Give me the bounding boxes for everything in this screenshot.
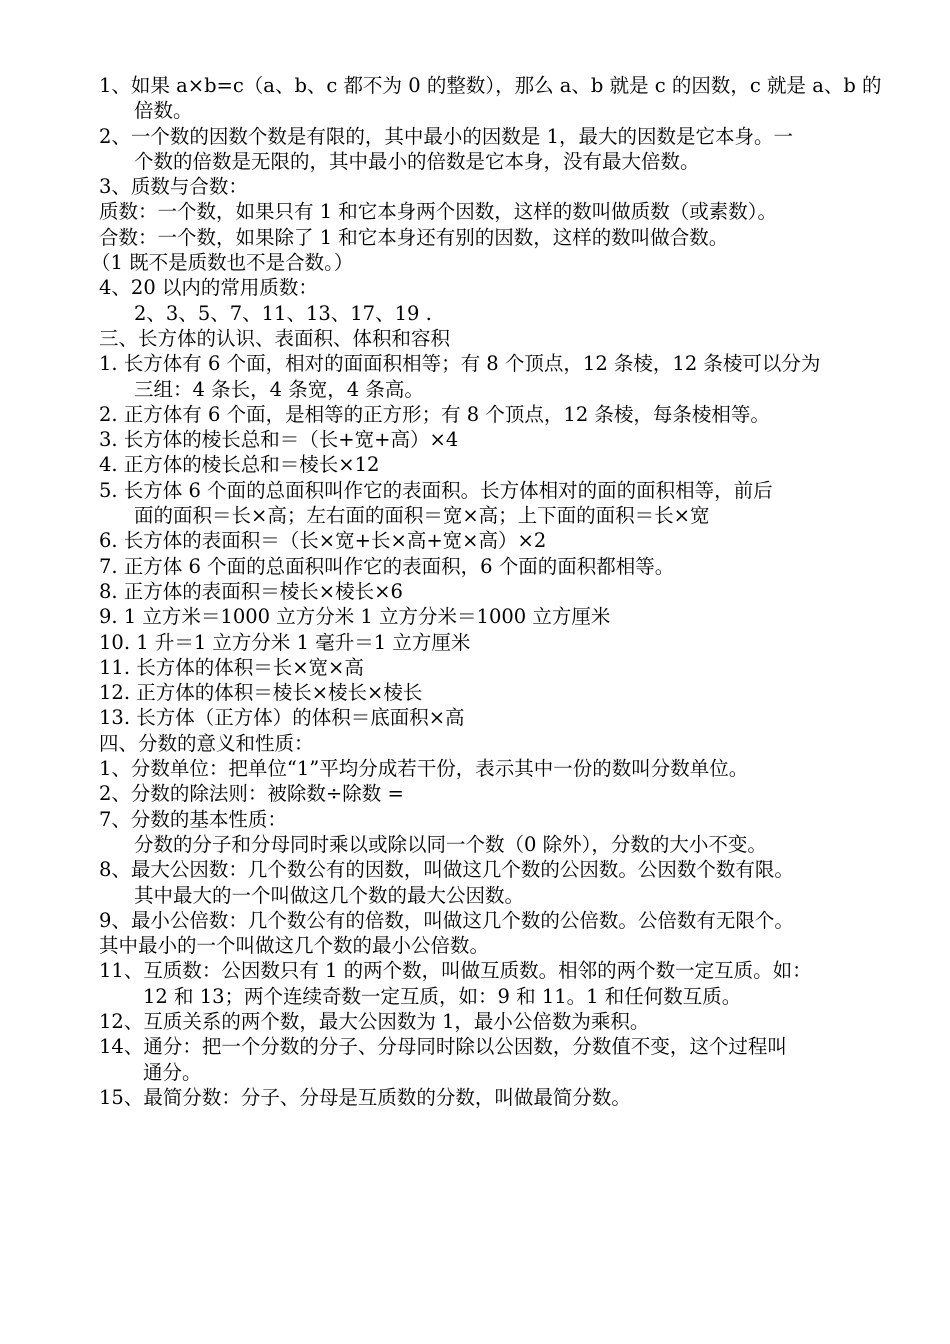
text-line: 11. 长方体的体积＝长×宽×高 bbox=[99, 655, 364, 679]
text-line: 11、互质数：公因数只有 1 的两个数，叫做互质数。相邻的两个数一定互质。如： bbox=[99, 959, 812, 983]
text-line: 15、最简分数：分子、分母是互质数的分数，叫做最简分数。 bbox=[99, 1085, 631, 1109]
text-line: 个数的倍数是无限的，其中最小的倍数是它本身，没有最大倍数。 bbox=[134, 149, 700, 173]
text-line: 其中最大的一个叫做这几个数的最大公因数。 bbox=[134, 883, 525, 907]
text-line: 7、分数的基本性质： bbox=[99, 807, 287, 831]
text-line: 12 和 13；两个连续奇数一定互质，如：9 和 11。1 和任何数互质。 bbox=[143, 984, 742, 1008]
text-line: 1、如果 a×b=c（a、b、c 都不为 0 的整数），那么 a、b 就是 c 的因数，c 就是 a、b 的 bbox=[99, 74, 882, 97]
text-line: 通分。 bbox=[143, 1060, 202, 1084]
text-line: 其中最小的一个叫做这几个数的最小公倍数。 bbox=[99, 934, 490, 958]
text-line: 分数的分子和分母同时乘以或除以同一个数（0 除外），分数的大小不变。 bbox=[134, 832, 767, 856]
text-line: 14、通分：把一个分数的分子、分母同时除以公因数，分数值不变，这个过程叫 bbox=[99, 1035, 787, 1059]
text-line: （1 既不是质数也不是合数。） bbox=[91, 251, 354, 275]
section-heading: 4、20 以内的常用质数： bbox=[99, 276, 318, 300]
text-line: 1、分数单位：把单位“1”平均分成若干份，表示其中一份的数叫分数单位。 bbox=[99, 757, 749, 781]
section-heading: 3、质数与合数： bbox=[99, 175, 248, 199]
text-line: 质数：一个数，如果只有 1 和它本身两个因数，这样的数叫做质数（或素数）。 bbox=[99, 200, 778, 224]
text-line: 7. 正方体 6 个面的总面积叫作它的表面积，6 个面的面积都相等。 bbox=[99, 554, 675, 578]
text-line: 9. 1 立方米＝1000 立方分米 1 立方分米＝1000 立方厘米 bbox=[99, 605, 611, 629]
text-line: 8. 正方体的表面积＝棱长×棱长×6 bbox=[99, 579, 403, 603]
text-line: 5. 长方体 6 个面的总面积叫作它的表面积。长方体相对的面的面积相等，前后 bbox=[99, 478, 773, 502]
text-line: 面的面积＝长×高；左右面的面积＝宽×高；上下面的面积＝长×宽 bbox=[134, 504, 710, 528]
text-line: 13. 长方体（正方体）的体积＝底面积×高 bbox=[99, 706, 465, 730]
text-line: 4. 正方体的棱长总和＝棱长×12 bbox=[99, 453, 380, 477]
text-line: 倍数。 bbox=[134, 99, 193, 123]
text-line: 1. 长方体有 6 个面，相对的面面积相等；有 8 个顶点，12 条棱，12 条棱可以分为 bbox=[99, 352, 821, 376]
text-line: 6. 长方体的表面积＝（长×宽+长×高+宽×高）×2 bbox=[99, 529, 547, 553]
text-line: 2、3、5、7、11、13、17、19 . bbox=[134, 301, 432, 325]
text-line: 10. 1 升＝1 立方分米 1 毫升＝1 立方厘米 bbox=[99, 630, 471, 654]
text-line: 2、一个数的因数个数是有限的，其中最小的因数是 1，最大的因数是它本身。一 bbox=[99, 124, 794, 148]
text-line: 12. 正方体的体积＝棱长×棱长×棱长 bbox=[99, 681, 423, 705]
text-line: 8、最大公因数：几个数公有的因数，叫做这几个数的公因数。公因数个数有限。 bbox=[99, 858, 794, 882]
document-body bbox=[91, 73, 882, 1110]
text-line: 三组：4 条长，4 条宽，4 条高。 bbox=[134, 377, 424, 401]
text-line: 3. 长方体的棱长总和＝（长+宽+高）×4 bbox=[99, 428, 459, 452]
section-heading: 三、长方体的认识、表面积、体积和容积 bbox=[99, 326, 451, 350]
text-line: 9、最小公倍数：几个数公有的倍数，叫做这几个数的公倍数。公倍数有无限个。 bbox=[99, 908, 794, 932]
section-heading: 四、分数的意义和性质： bbox=[99, 731, 314, 755]
text-line: 2、分数的除法则：被除数÷除数 = bbox=[99, 782, 404, 806]
text-line: 合数：一个数，如果除了 1 和它本身还有别的因数，这样的数叫做合数。 bbox=[99, 225, 729, 249]
text-line: 2. 正方体有 6 个面，是相等的正方形；有 8 个顶点，12 条棱，每条棱相等。 bbox=[99, 402, 770, 426]
text-line: 12、互质关系的两个数，最大公因数为 1，最小公倍数为乘积。 bbox=[99, 1009, 650, 1033]
